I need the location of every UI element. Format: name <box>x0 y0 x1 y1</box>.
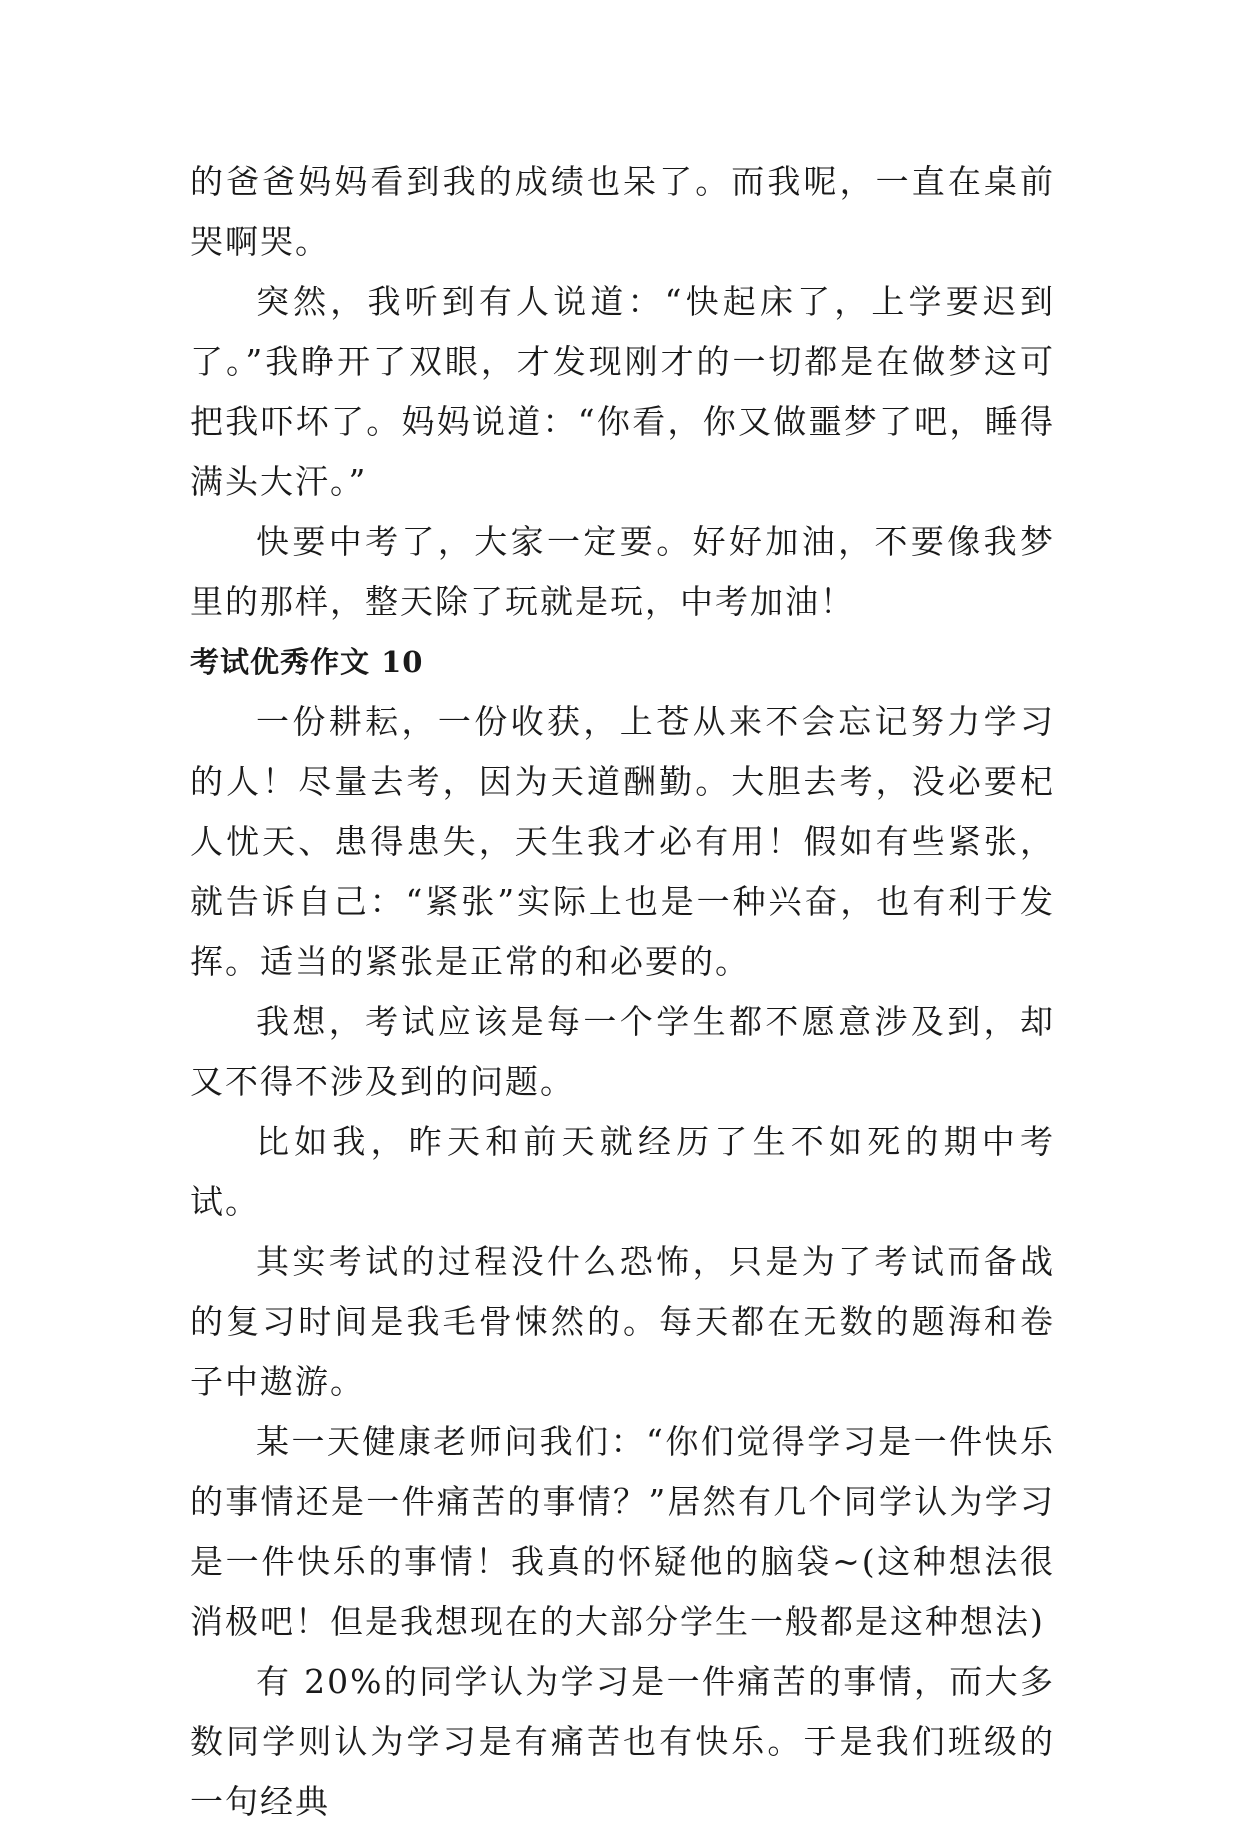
section-heading: 考试优秀作文 10 <box>190 645 424 679</box>
paragraph-1: 的爸爸妈妈看到我的成绩也呆了。而我呢，一直在桌前哭啊哭。 <box>190 162 1055 261</box>
paragraph-4: 一份耕耘，一份收获，上苍从来不会忘记努力学习的人！尽量去考，因为天道酬勤。大胆去考，没必要杞人忧天、患得患失，天生我才必有用！假如有些紧张，就告诉自己：“紧张”实际上也是一种兴奋，也有利于发挥。适当的紧张是正常的和必要的。 <box>190 702 1055 981</box>
paragraph-7: 其实考试的过程没什么恐怖，只是为了考试而备战的复习时间是我毛骨悚然的。每天都在无数的题海和卷子中遨游。 <box>190 1242 1055 1401</box>
paragraph-5: 我想，考试应该是每一个学生都不愿意涉及到，却又不得不涉及到的问题。 <box>190 1002 1055 1101</box>
paragraph-9: 有 20%的同学认为学习是一件痛苦的事情，而大多数同学则认为学习是有痛苦也有快乐。于是我们班级的一句经典 <box>190 1662 1055 1821</box>
paragraph-2: 突然，我听到有人说道：“快起床了，上学要迟到了。”我睁开了双眼，才发现刚才的一切都是在做梦这可把我吓坏了。妈妈说道：“你看，你又做噩梦了吧，睡得满头大汗。” <box>190 282 1055 501</box>
paragraph-6: 比如我，昨天和前天就经历了生不如死的期中考试。 <box>190 1122 1055 1221</box>
paragraph-3: 快要中考了，大家一定要。好好加油，不要像我梦里的那样，整天除了玩就是玩，中考加油！ <box>190 522 1055 621</box>
document-body <box>190 152 1055 1832</box>
paragraph-8: 某一天健康老师问我们：“你们觉得学习是一件快乐的事情还是一件痛苦的事情？”居然有几个同学认为学习是一件快乐的事情！我真的怀疑他的脑袋~(这种想法很消极吧！但是我想现在的大部分学生一般都是这种想法) <box>190 1422 1055 1641</box>
